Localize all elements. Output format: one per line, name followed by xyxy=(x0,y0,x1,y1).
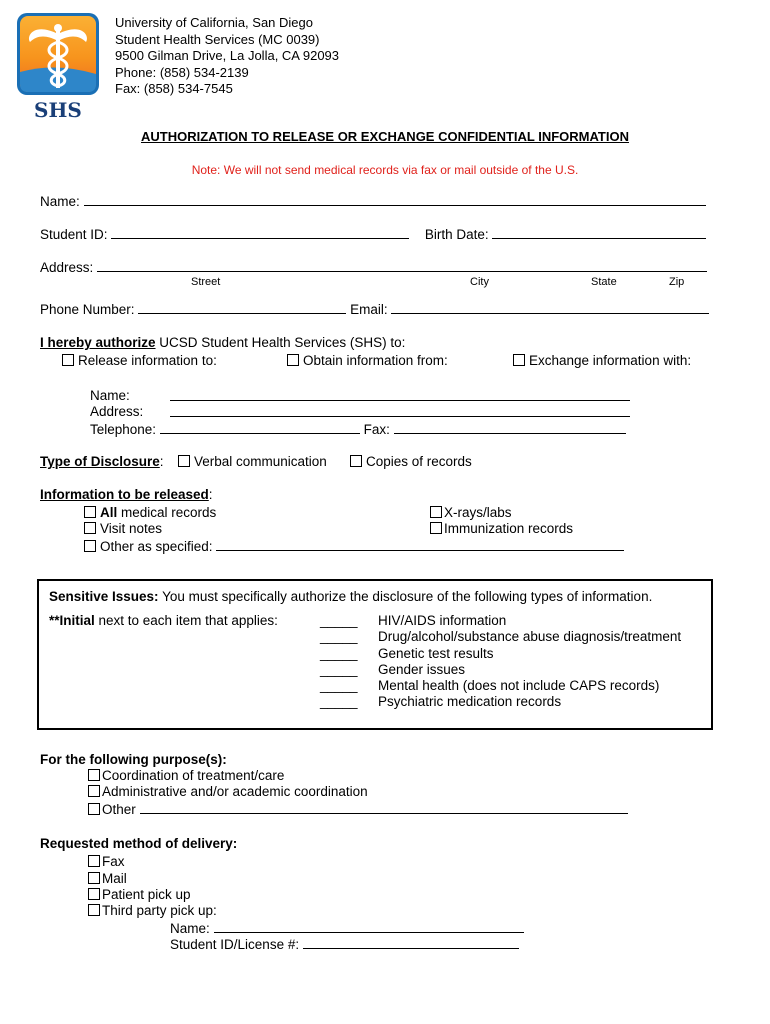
initial-blank[interactable]: _____ xyxy=(320,678,358,693)
verbal-label: Verbal communication xyxy=(194,454,327,469)
initial-bold: **Initial xyxy=(49,613,95,628)
initial-blank[interactable]: _____ xyxy=(320,646,358,661)
delivery-third-party-label: Third party pick up: xyxy=(102,903,217,918)
purpose-other-option[interactable] xyxy=(88,801,628,818)
sensitive-label: Sensitive Issues: xyxy=(49,589,159,604)
release-checkbox[interactable] xyxy=(62,354,74,366)
delivery-patient-pickup-checkbox[interactable] xyxy=(88,888,100,900)
student-id-row xyxy=(40,226,706,243)
name-field[interactable] xyxy=(84,193,706,206)
copies-label: Copies of records xyxy=(366,454,472,469)
xrays-checkbox[interactable] xyxy=(430,506,442,518)
recipient-name-label: Name: xyxy=(90,388,130,403)
info-label xyxy=(40,487,213,503)
verbal-checkbox[interactable] xyxy=(178,455,190,467)
zip-caption: Zip xyxy=(669,276,685,288)
immunization-label: Immunization records xyxy=(444,521,574,536)
visit-notes-label: Visit notes xyxy=(100,521,163,536)
address-line: Student Health Services (MC 0039) xyxy=(115,31,320,47)
delivery-third-party-checkbox[interactable] xyxy=(88,904,100,916)
delivery-mail-label: Mail xyxy=(102,871,127,886)
recipient-telephone-row xyxy=(90,421,626,438)
state-caption: State xyxy=(591,276,617,288)
initial-blank[interactable]: _____ xyxy=(320,629,358,644)
third-party-name-row xyxy=(170,920,524,937)
city-caption: City xyxy=(470,276,489,288)
form-title: AUTHORIZATION TO RELEASE OR EXCHANGE CONFIDENTIAL INFORMATION xyxy=(141,129,629,144)
purpose-heading: For the following purpose(s): xyxy=(40,752,227,767)
third-party-name-field[interactable] xyxy=(214,920,524,933)
other-specified-checkbox[interactable] xyxy=(84,540,96,552)
obtain-label: Obtain information from: xyxy=(303,353,448,368)
delivery-heading: Requested method of delivery: xyxy=(40,836,238,851)
info-colon: : xyxy=(208,487,213,502)
delivery-third-party-option[interactable] xyxy=(88,903,217,919)
recipient-telephone-field[interactable] xyxy=(160,421,360,434)
email-label: Email: xyxy=(350,302,388,317)
all-bold: All xyxy=(100,505,118,520)
purpose-coordination-option[interactable] xyxy=(88,768,284,784)
third-party-id-field[interactable] xyxy=(303,936,519,949)
sensitive-item: Psychiatric medication records xyxy=(378,694,562,709)
immunization-option[interactable] xyxy=(430,521,573,537)
other-specified-label: Other as specified: xyxy=(100,539,213,554)
phone-row xyxy=(40,301,709,318)
release-option[interactable] xyxy=(62,353,217,369)
recipient-address-label: Address: xyxy=(90,404,144,419)
delivery-patient-pickup-option[interactable] xyxy=(88,887,191,903)
phone-label: Phone Number: xyxy=(40,302,135,317)
exchange-checkbox[interactable] xyxy=(513,354,525,366)
name-row xyxy=(40,193,706,210)
recipient-fax-field[interactable] xyxy=(394,421,626,434)
student-id-field[interactable] xyxy=(111,226,409,239)
logo-text: SHS xyxy=(34,98,82,122)
delivery-mail-option[interactable] xyxy=(88,871,127,887)
caduceus-icon xyxy=(16,12,100,96)
address-field[interactable] xyxy=(97,259,707,272)
purpose-other-label: Other xyxy=(102,802,136,817)
sensitive-statement xyxy=(49,589,652,605)
release-label: Release information to: xyxy=(78,353,217,368)
address-line: 9500 Gilman Drive, La Jolla, CA 92093 xyxy=(115,48,340,63)
immunization-checkbox[interactable] xyxy=(430,522,442,534)
sensitive-item: HIV/AIDS information xyxy=(378,613,507,628)
all-records-option[interactable] xyxy=(84,505,216,521)
copies-checkbox[interactable] xyxy=(350,455,362,467)
third-party-name-label: Name: xyxy=(170,921,210,936)
sensitive-item: Mental health (does not include CAPS records) xyxy=(378,678,660,693)
xrays-option[interactable] xyxy=(430,505,512,521)
shs-logo xyxy=(16,12,100,124)
other-specified-field[interactable] xyxy=(216,538,624,551)
purpose-administrative-label: Administrative and/or academic coordination xyxy=(102,784,368,799)
initial-instruction xyxy=(49,613,278,629)
recipient-fax-label: Fax: xyxy=(363,422,390,437)
exchange-option[interactable] xyxy=(513,353,691,369)
disclosure-label xyxy=(40,454,164,470)
note-text: Note: We will not send medical records via fax or mail outside of the U.S. xyxy=(191,163,579,177)
sensitive-item: Genetic test results xyxy=(378,646,494,661)
delivery-fax-checkbox[interactable] xyxy=(88,855,100,867)
address-label: Address: xyxy=(40,260,94,275)
purpose-coordination-checkbox[interactable] xyxy=(88,769,100,781)
recipient-name-field[interactable] xyxy=(170,388,630,405)
copies-option[interactable] xyxy=(350,454,472,470)
other-specified-option[interactable] xyxy=(84,538,624,555)
email-field[interactable] xyxy=(391,301,709,314)
birth-date-label: Birth Date: xyxy=(424,227,489,242)
disclosure-colon: : xyxy=(159,454,164,469)
third-party-id-label: Student ID/License #: xyxy=(170,937,300,952)
purpose-coordination-label: Coordination of treatment/care xyxy=(102,768,285,783)
address-line: University of California, San Diego xyxy=(115,15,313,30)
phone-field[interactable] xyxy=(138,301,346,314)
authorize-statement xyxy=(40,335,405,351)
visit-notes-checkbox[interactable] xyxy=(84,522,96,534)
all-rest: medical records xyxy=(117,505,217,520)
student-id-label: Student ID: xyxy=(40,227,108,242)
third-party-id-row xyxy=(170,936,519,953)
disclosure-heading: Type of Disclosure xyxy=(40,454,160,469)
authorize-rest: UCSD Student Health Services (SHS) to: xyxy=(155,335,406,350)
delivery-fax-label: Fax xyxy=(102,854,125,869)
delivery-patient-pickup-label: Patient pick up xyxy=(102,887,191,902)
address-line: Phone: (858) 534-2139 xyxy=(115,64,249,80)
initial-blank[interactable]: _____ xyxy=(320,694,358,709)
exchange-label: Exchange information with: xyxy=(529,353,692,368)
obtain-checkbox[interactable] xyxy=(287,354,299,366)
birth-date-field[interactable] xyxy=(492,226,706,239)
purpose-other-checkbox[interactable] xyxy=(88,803,100,815)
address-line: Fax: (858) 534-7545 xyxy=(115,81,233,96)
visit-notes-option[interactable] xyxy=(84,521,162,537)
initial-blank[interactable]: _____ xyxy=(320,613,358,628)
recipient-address-field[interactable] xyxy=(170,404,630,421)
clinic-address xyxy=(115,15,339,98)
all-records-checkbox[interactable] xyxy=(84,506,96,518)
verbal-option[interactable] xyxy=(178,454,327,470)
sensitive-item: Drug/alcohol/substance abuse diagnosis/treatment xyxy=(378,629,682,644)
purpose-administrative-checkbox[interactable] xyxy=(88,785,100,797)
info-heading: Information to be released xyxy=(40,487,209,502)
name-label: Name: xyxy=(40,194,80,209)
sensitive-text: You must specifically authorize the disclosure of the following types of information. xyxy=(158,589,653,604)
purpose-other-field[interactable] xyxy=(140,801,628,814)
sensitive-item: Gender issues xyxy=(378,662,466,677)
delivery-mail-checkbox[interactable] xyxy=(88,872,100,884)
initial-rest: next to each item that applies: xyxy=(94,613,278,628)
delivery-fax-option[interactable] xyxy=(88,854,125,870)
recipient-telephone-label: Telephone: xyxy=(90,422,157,437)
authorize-lead: I hereby authorize xyxy=(40,335,156,350)
xrays-label: X-rays/labs xyxy=(444,505,512,520)
obtain-option[interactable] xyxy=(287,353,448,369)
street-caption: Street xyxy=(191,276,221,288)
initial-blank[interactable]: _____ xyxy=(320,662,358,677)
purpose-administrative-option[interactable] xyxy=(88,784,368,800)
